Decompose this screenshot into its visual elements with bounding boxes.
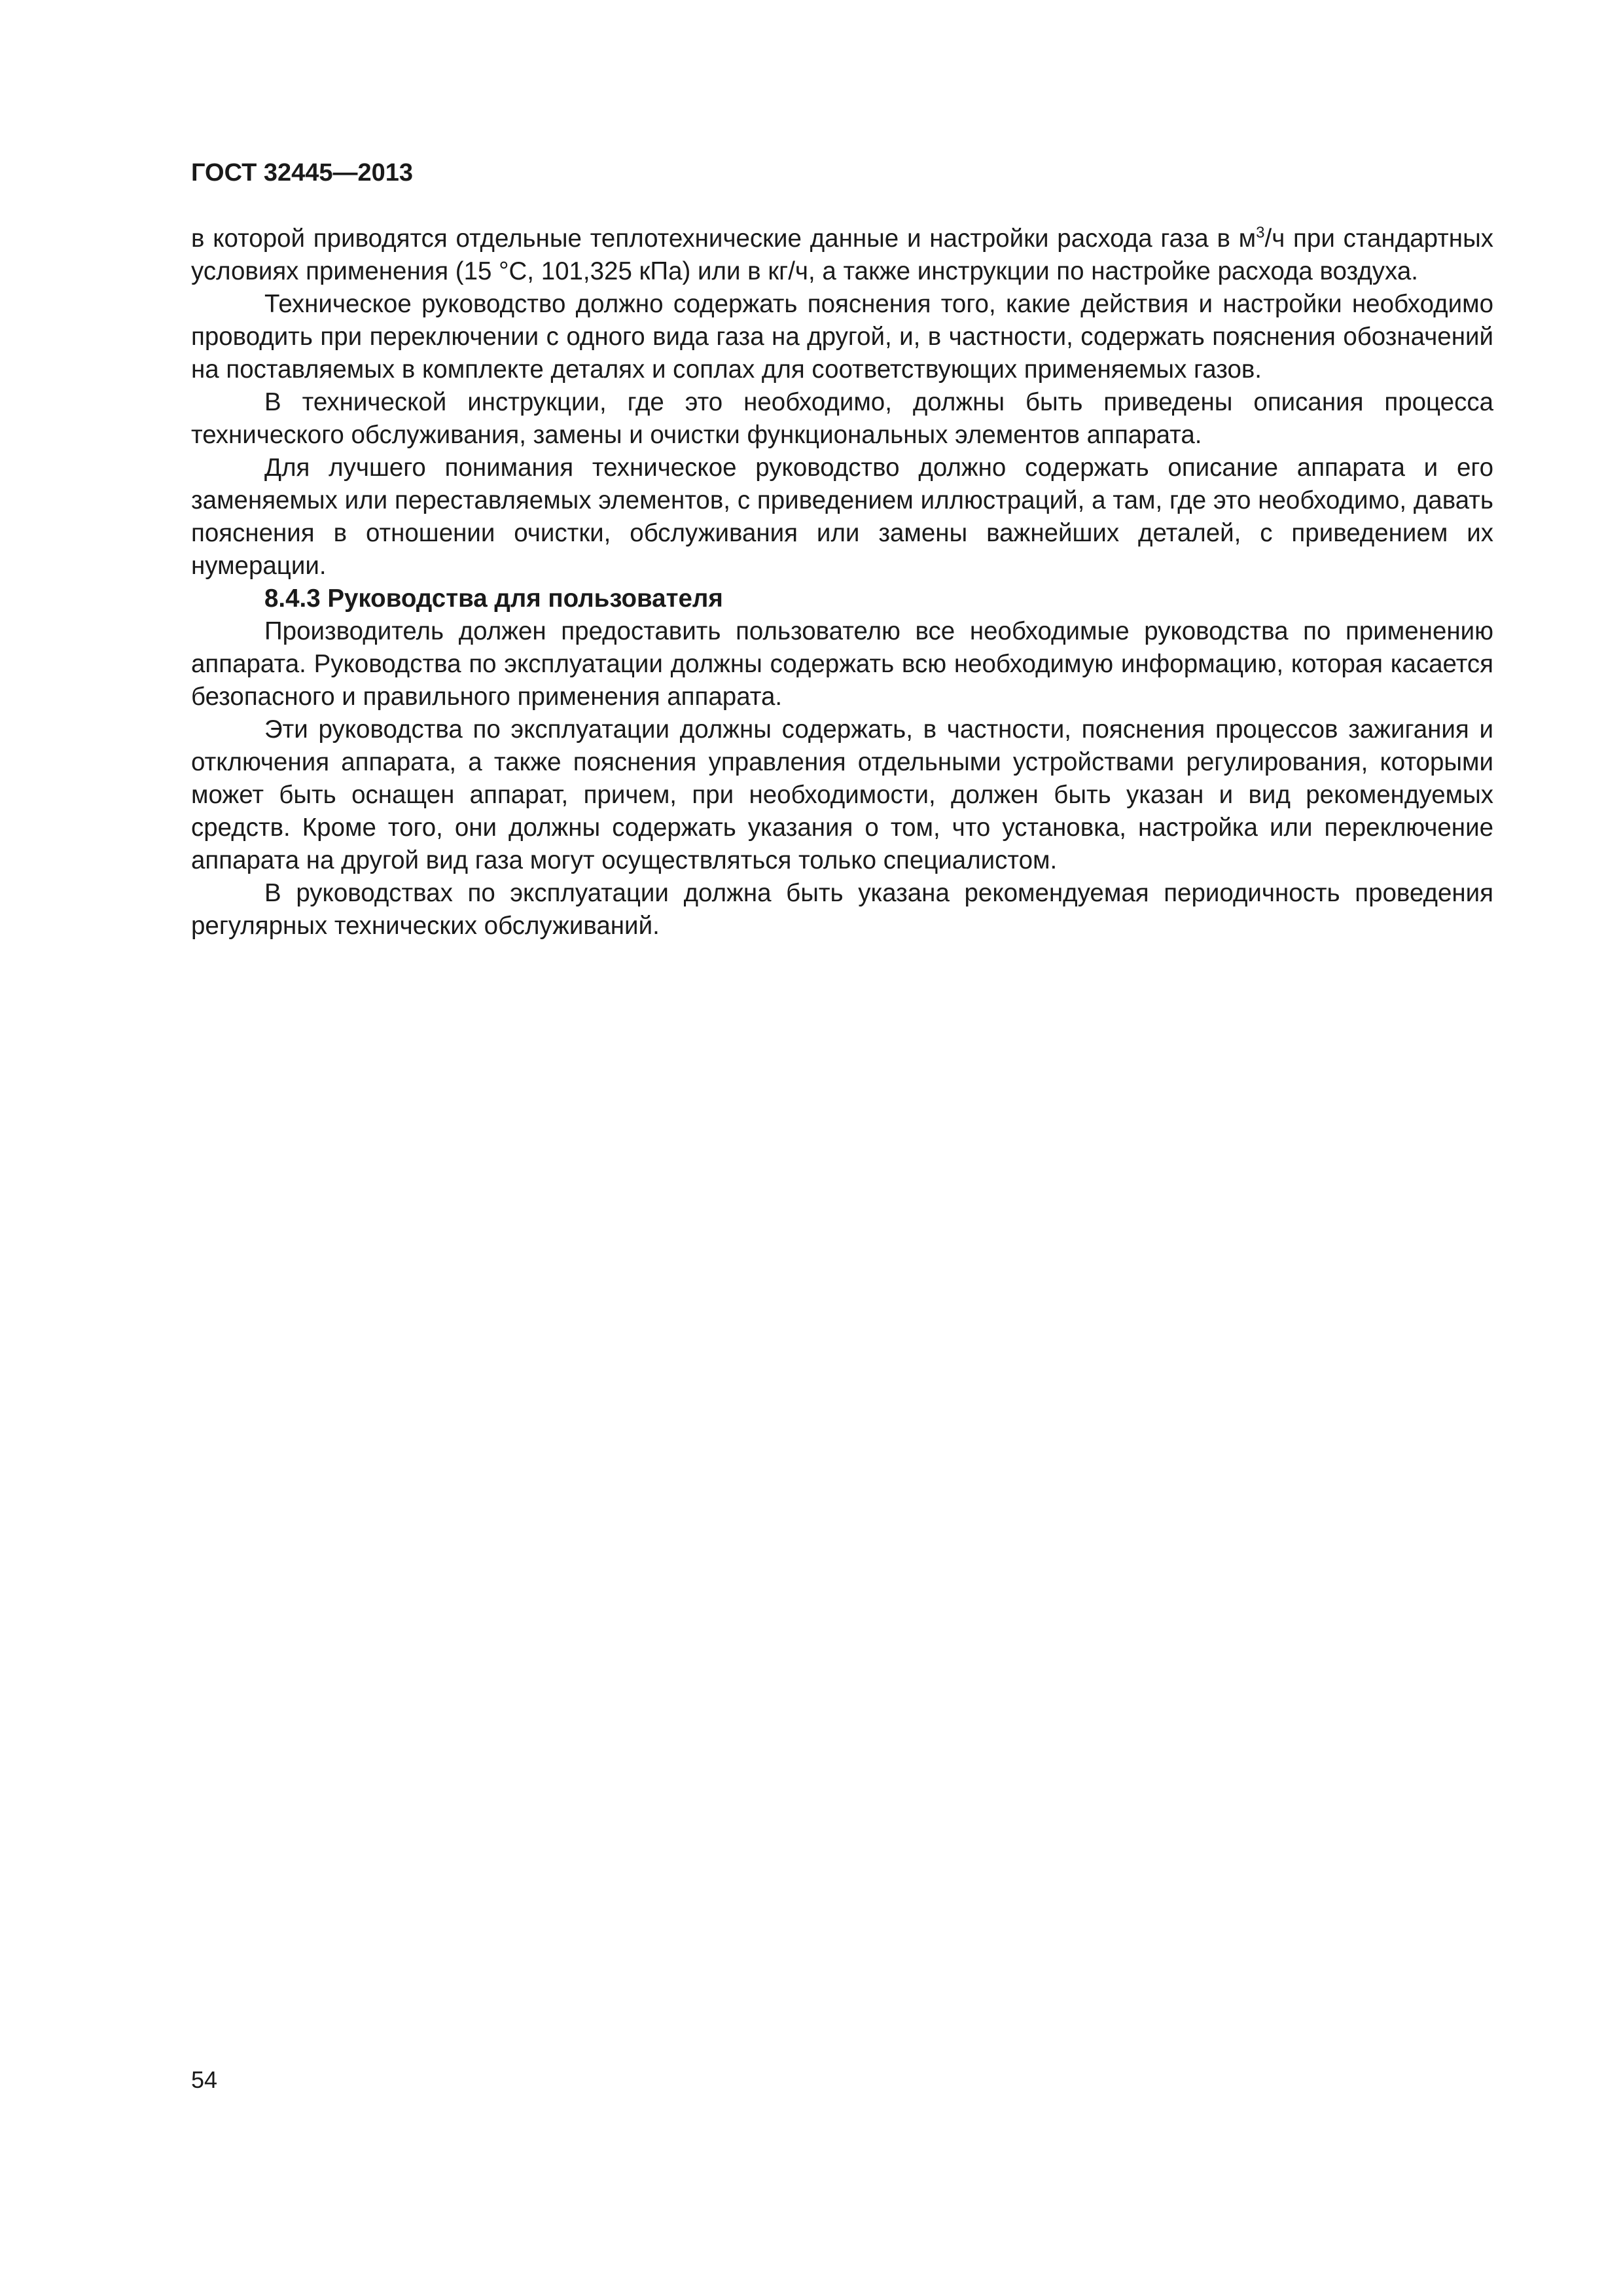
document-body: [191, 223, 1493, 942]
section-heading: 8.4.3 Руководства для пользователя: [264, 584, 723, 613]
paragraph-gas-settings: [191, 223, 1493, 288]
paragraph-technical-instruction: В технической инструкции, где это необходимо, должны быть приведены описания процесса технического обслуживания, замены и очистки функциональных элементов аппарата.: [191, 388, 1493, 449]
paragraph-text: /ч при стандартных условиях применения (15 °С, 101,325 кПа) или в кг/ч, а также инструкции по настройке расхода воздуха.: [191, 224, 1493, 285]
paragraph-operation-manuals: Эти руководства по эксплуатации должны содержать, в частности, пояснения процессов зажигания и отключения аппарата, а также пояснения управления отдельными устройствами регулирования, которыми может быть оснащен аппарат, причем, при необходимости, должен быть указан и вид рекомендуемых средств. Кроме того, они должны содержать указания о том, что установка, настройка или переключение аппарата на другой вид газа могут осуществляться только специалистом.: [191, 715, 1493, 874]
page-number: 54: [191, 2066, 218, 2093]
paragraph-user-manuals: Производитель должен предоставить пользователю все необходимые руководства по применению аппарата. Руководства по эксплуатации должны содержать всю необходимую информацию, которая касается безопасного и правильного применения аппарата.: [191, 617, 1493, 711]
superscript: 3: [1256, 224, 1265, 242]
standard-header: ГОСТ 32445—2013: [191, 159, 414, 187]
paragraph-maintenance-periodicity: В руководствах по эксплуатации должна быть указана рекомендуемая периодичность проведения регулярных технических обслуживаний.: [191, 879, 1493, 940]
paragraph-text: в которой приводятся отдельные теплотехнические данные и настройки расхода газа в м: [191, 224, 1257, 253]
paragraph-illustrations: Для лучшего понимания техническое руководство должно содержать описание аппарата и его заменяемых или переставляемых элементов, с приведением иллюстраций, а там, где это необходимо, давать пояснения в отношении очистки, обслуживания или замены важнейших деталей, с приведением их нумерации.: [191, 454, 1493, 580]
paragraph-technical-manual: Техническое руководство должно содержать пояснения того, какие действия и настройки необходимо проводить при переключении с одного вида газа на другой, и, в частности, содержать пояснения обозначений на поставляемых в комплекте деталях и соплах для соответствующих применяемых газов.: [191, 290, 1493, 384]
